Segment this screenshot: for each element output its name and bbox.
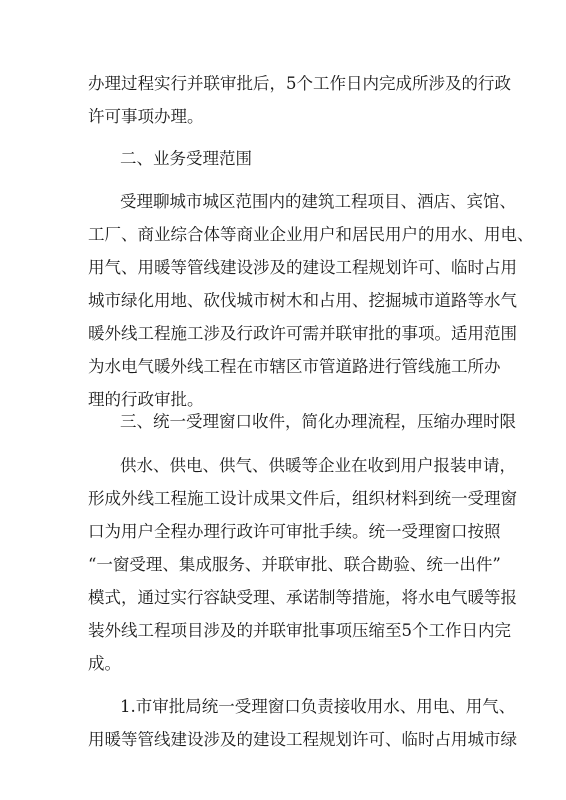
text-line: 装外线工程项目涉及的并联审批事项压缩至5个工作日内完 <box>88 621 511 640</box>
text-line: 暖外线工程施工涉及行政许可需并联审批的事项。适用范围 <box>88 324 517 343</box>
text-line: 为水电气暖外线工程在市辖区市管道路进行管线施工所办 <box>88 357 501 376</box>
text-line: 办理过程实行并联审批后，5个工作日内完成所涉及的行政 <box>88 74 511 93</box>
text-line: 用气、用暖等管线建设涉及的建设工程规划许可、临时占用 <box>88 258 517 277</box>
text-line: 工厂、商业综合体等商业企业用户和居民用户的用水、用电、 <box>88 225 534 244</box>
section-heading: 三、统一受理窗口收件，简化办理流程，压缩办理时限 <box>120 412 516 431</box>
text-line: 形成外线工程施工设计成果文件后，组织材料到统一受理窗 <box>88 489 517 508</box>
text-line: 供水、供电、供气、供暖等企业在收到用户报装申请， <box>120 456 516 475</box>
text-line: 受理聊城市城区范围内的建筑工程项目、酒店、宾馆、 <box>120 192 516 211</box>
text-line: 用暖等管线建设涉及的建设工程规划许可、临时占用城市绿 <box>88 730 517 749</box>
text-line: “一窗受理、集成服务、并联审批、联合勘验、统一出件” <box>88 555 501 574</box>
text-line: 1.市审批局统一受理窗口负责接收用水、用电、用气、 <box>120 697 516 716</box>
text-line: 成。 <box>88 654 121 673</box>
text-line: 城市绿化用地、砍伐城市树木和占用、挖掘城市道路等水气 <box>88 291 517 310</box>
text-line: 口为用户全程办理行政许可审批手续。统一受理窗口按照 <box>88 522 501 541</box>
section-heading: 二、业务受理范围 <box>120 149 252 168</box>
text-line: 模式，通过实行容缺受理、承诺制等措施，将水电气暖等报 <box>88 588 517 607</box>
text-line: 许可事项办理。 <box>88 107 204 126</box>
text-line: 理的行政审批。 <box>88 390 204 409</box>
